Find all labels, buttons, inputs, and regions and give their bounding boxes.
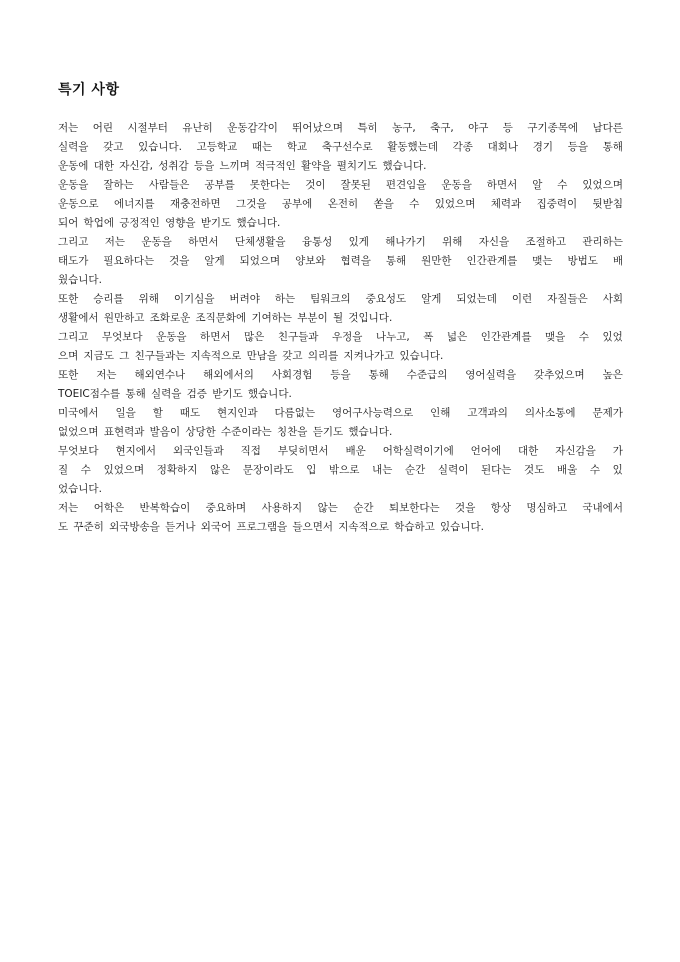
text-line: 또한 승리를 위해 이기심을 버려야 하는 팀워크의 중요성도 알게 되었는데 이런 자질들은 사회: [58, 293, 623, 305]
text-line: 없었으며 표현력과 발음이 상당한 수준이라는 칭찬을 듣기도 했습니다.: [58, 426, 393, 438]
text-line: 그리고 저는 운동을 하면서 단체생활을 융통성 있게 해나가기 위해 자신을 조절하고 관리하는: [58, 236, 623, 248]
text-line: 었습니다.: [58, 483, 102, 495]
text-line: TOEIC점수를 통해 실력을 검증 받기도 했습니다.: [58, 388, 292, 400]
text-line: 으며 지금도 그 친구들과는 지속적으로 만남을 갖고 의리를 지켜나가고 있습니다.: [58, 350, 444, 362]
text-line: 웠습니다.: [58, 274, 102, 286]
text-line: 도 꾸준히 외국방송을 듣거나 외국어 프로그램을 들으면서 지속적으로 학습하고 있습니다.: [58, 521, 484, 533]
text-line: 또한 저는 해외연수나 해외에서의 사회경험 등을 통해 수준급의 영어실력을 갖추었으며 높은: [58, 369, 623, 381]
text-line: 질 수 있었으며 정확하지 않은 문장이라도 입 밖으로 내는 순간 실력이 된다는 것도 배울 수 있: [58, 464, 623, 476]
text-line: 무엇보다 현지에서 외국인들과 직접 부딪히면서 배운 어학실력이기에 언어에 대한 자신감을 가: [58, 445, 623, 457]
text-line: 태도가 필요하다는 것을 알게 되었으며 양보와 협력을 통해 원만한 인간관계를 맺는 방법도 배: [58, 255, 623, 267]
text-line: 그리고 무엇보다 운동을 하면서 많은 친구들과 우정을 나누고, 폭 넓은 인간관계를 맺을 수 있었: [58, 331, 623, 343]
text-line: 생활에서 원만하고 조화로운 조직문화에 기여하는 부분이 될 것입니다.: [58, 312, 393, 324]
text-line: 운동을 잘하는 사람들은 공부를 못한다는 것이 잘못된 편견임을 운동을 하면서 알 수 있었으며: [58, 179, 623, 191]
text-line: 저는 어학은 반복학습이 중요하며 사용하지 않는 순간 퇴보한다는 것을 항상 명심하고 국내에서: [58, 502, 623, 514]
text-line: 운동에 대한 자신감, 성취감 등을 느끼며 적극적인 활약을 펼치기도 했습니다.: [58, 160, 427, 172]
body-text: [58, 119, 623, 537]
text-line: 저는 어린 시절부터 유난히 운동감각이 뛰어났으며 특히 농구, 축구, 야구 등 구기종목에 남다른: [58, 122, 623, 134]
section-title: 특기 사항: [58, 82, 120, 98]
text-line: 되어 학업에 긍정적인 영향을 받기도 했습니다.: [58, 217, 281, 229]
text-line: 실력을 갖고 있습니다. 고등학교 때는 학교 축구선수로 활동했는데 각종 대회나 경기 등을 통해: [58, 141, 623, 153]
text-line: 미국에서 일을 할 때도 현지인과 다름없는 영어구사능력으로 인해 고객과의 의사소통에 문제가: [58, 407, 623, 419]
text-line: 운동으로 에너지를 재충전하면 그것을 공부에 온전히 쏟을 수 있었으며 체력과 집중력이 뒷받침: [58, 198, 623, 210]
